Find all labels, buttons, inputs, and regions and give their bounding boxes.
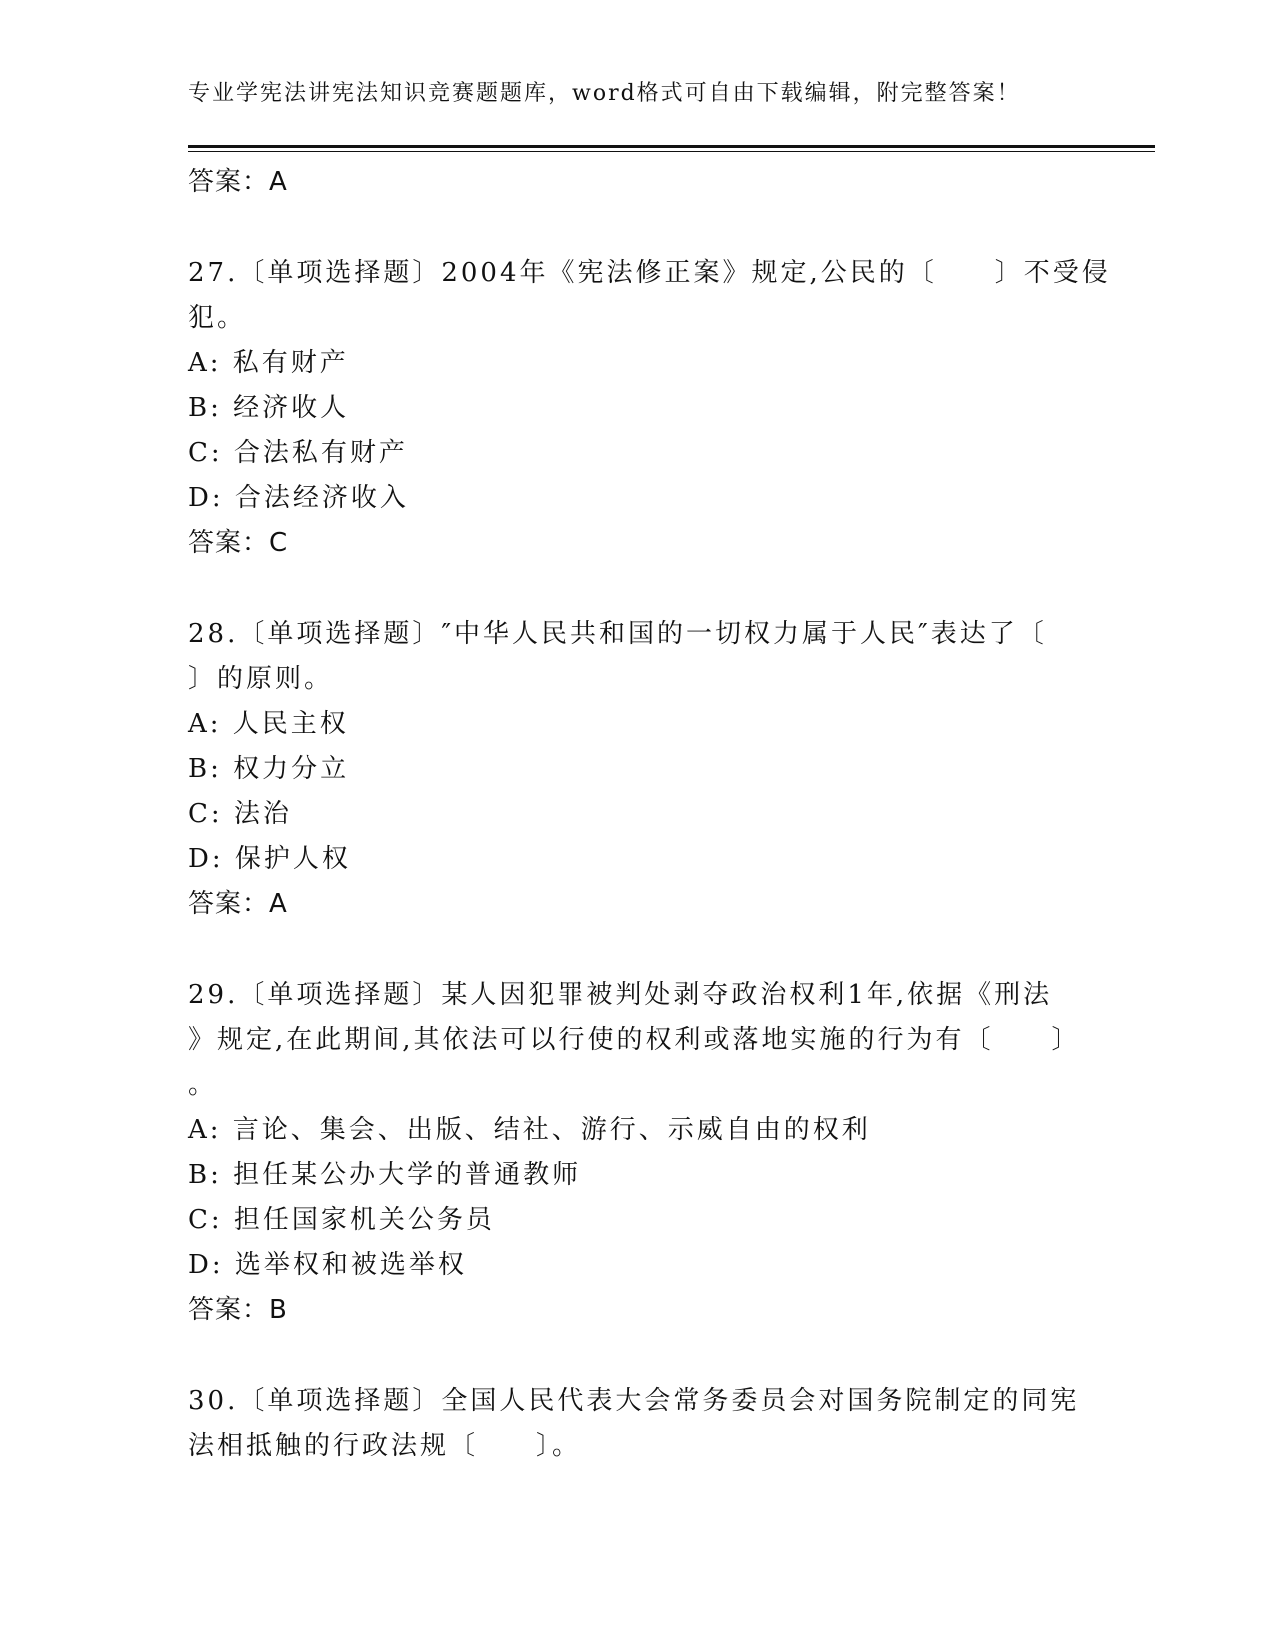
answer: 答案：C <box>188 528 289 558</box>
document-body <box>188 160 1111 1469</box>
question-text-line: 法相抵触的行政法规〔 〕。 <box>188 1431 582 1461</box>
option-d: D: 合法经济收入 <box>188 483 409 513</box>
question-30 <box>188 1379 1088 1469</box>
option-c: C: 合法私有财产 <box>188 438 408 468</box>
option-c: C: 担任国家机关公务员 <box>188 1205 495 1235</box>
option-b: B: 担任某公办大学的普通教师 <box>188 1160 582 1190</box>
spacer <box>188 927 1088 973</box>
option-a: A: 人民主权 <box>188 709 349 739</box>
spacer <box>188 1333 1088 1379</box>
answer: 答案：B <box>188 1295 288 1325</box>
answer: 答案：A <box>188 889 288 919</box>
question-text-line: 30.〔单项选择题〕全国人民代表大会常务委员会对国务院制定的同宪 <box>188 1386 1080 1416</box>
header-rule-thick <box>188 145 1155 148</box>
question-29 <box>188 973 1088 1333</box>
spacer <box>188 566 1088 612</box>
header-rule-thin <box>188 151 1155 152</box>
question-text-line: 犯。 <box>188 303 247 333</box>
question-27 <box>188 251 1111 566</box>
spacer <box>188 205 1088 251</box>
option-b: B: 权力分立 <box>188 754 350 784</box>
previous-answer: 答案：A <box>188 167 288 197</box>
option-b: B: 经济收人 <box>188 393 350 423</box>
option-d: D: 保护人权 <box>188 844 351 874</box>
question-28 <box>188 612 1088 927</box>
question-text-line: 28.〔单项选择题〕″中华人民共和国的一切权力属于人民″表达了〔 <box>188 619 1047 649</box>
option-a: A: 言论、集会、出版、结社、游行、示威自由的权利 <box>188 1115 871 1145</box>
question-text-line: 。 <box>188 1070 218 1100</box>
option-d: D: 选举权和被选举权 <box>188 1250 467 1280</box>
page-header: 专业学宪法讲宪法知识竞赛题题库，word格式可自由下载编辑，附完整答案！ <box>188 81 1021 106</box>
question-text-line: 》规定,在此期间,其依法可以行使的权利或落地实施的行为有〔 〕 <box>188 1025 1081 1055</box>
question-text-line: 〕的原则。 <box>188 664 334 694</box>
option-c: C: 法治 <box>188 799 292 829</box>
option-a: A: 私有财产 <box>188 348 349 378</box>
question-text-line: 27.〔单项选择题〕2004年《宪法修正案》规定,公民的〔 〕不受侵 <box>188 258 1111 288</box>
question-text-line: 29.〔单项选择题〕某人因犯罪被判处剥夺政治权利1年,依据《刑法 <box>188 980 1053 1010</box>
